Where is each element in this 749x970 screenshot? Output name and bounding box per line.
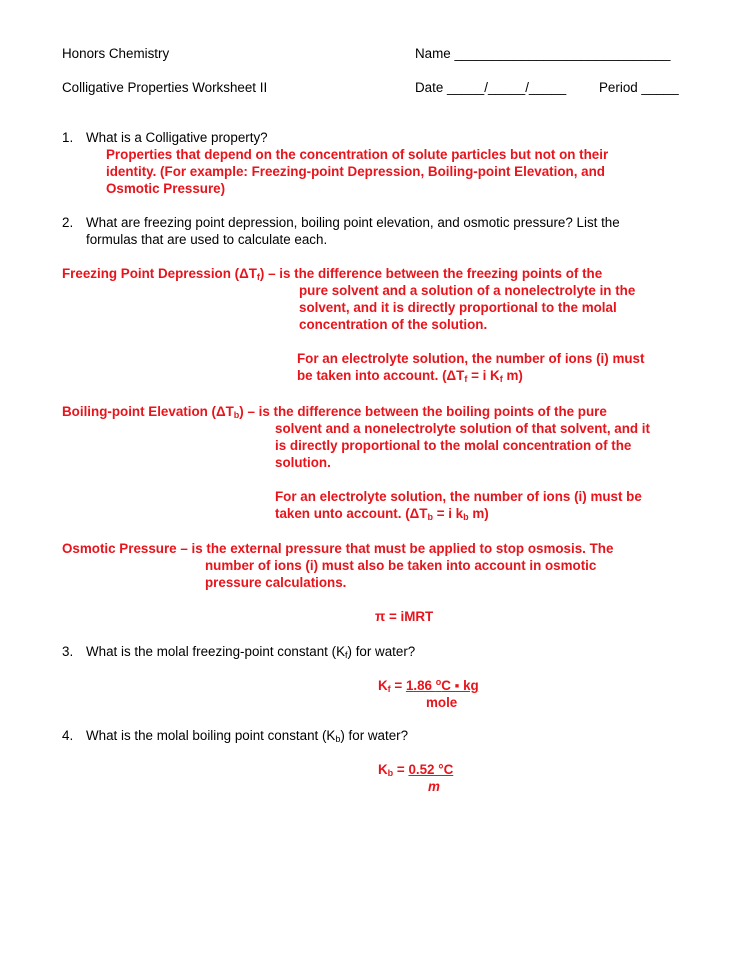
fpd-line: solvent, and it is directly proportional to the molal: [299, 300, 617, 315]
bpe-sub: b: [233, 410, 240, 420]
osmotic-formula: π = iMRT: [375, 609, 434, 624]
q4-number: 4.: [62, 728, 74, 743]
fpd-note-end: m): [502, 368, 523, 383]
bpe-note-end: m): [468, 506, 489, 521]
q4-answer-k: K: [378, 762, 388, 777]
bpe-line: solvent and a nonelectrolyte solution of that solvent, and it: [275, 421, 650, 436]
q4-question: [86, 727, 408, 744]
fpd-note-pre: be taken into account. (: [297, 368, 447, 383]
fpd-note-sub1: f: [464, 374, 468, 384]
period-field: Period _____: [599, 80, 679, 95]
course-title: Honors Chemistry: [62, 46, 170, 61]
q3-answer-eq: =: [390, 678, 406, 693]
q2-question-line: What are freezing point depression, boiling point elevation, and osmotic pressure? List the: [86, 215, 620, 230]
bpe-line: is directly proportional to the molal concentration of the: [275, 438, 632, 453]
q3-question-pre: What is the molal freezing-point constant (K: [86, 644, 346, 659]
bpe-note-sub2: b: [463, 512, 469, 522]
q4-question-sub: b: [335, 734, 341, 744]
q2-number: 2.: [62, 215, 74, 230]
q1-answer-line: Properties that depend on the concentration of solute particles but not on their: [106, 147, 609, 162]
fpd-line: concentration of the solution.: [299, 317, 488, 332]
osmotic-line: number of ions (i) must also be taken into account in osmotic: [205, 558, 597, 573]
bpe-note-delta: ΔT: [409, 506, 428, 521]
bpe-definition-body: [275, 420, 650, 471]
bpe-definition: ) – is the difference between the boiling points of the pure: [239, 404, 607, 419]
q3-answer-num-pre: 1.86: [405, 678, 436, 693]
bpe-note-formula: [275, 505, 642, 522]
fpd-note-formula: [297, 367, 644, 384]
q4-question-post: ) for water?: [340, 728, 409, 743]
bpe-delta: ΔT: [215, 404, 234, 419]
q2-question: [86, 214, 620, 248]
bpe-term: Boiling-point Elevation (: [62, 404, 216, 419]
fpd-line: pure solvent and a solution of a nonelectrolyte in the: [299, 283, 636, 298]
q2-question-line: formulas that are used to calculate each.: [86, 232, 328, 247]
q3-question-post: ) for water?: [347, 644, 416, 659]
q3-answer: [378, 677, 479, 694]
q1-question: What is a Colligative property?: [86, 130, 268, 145]
q4-answer-numerator: 0.52 °C: [408, 762, 454, 777]
fpd-delta: ΔT: [239, 266, 257, 281]
bpe-note-sub1: b: [427, 512, 433, 522]
bpe-line: solution.: [275, 455, 331, 470]
q1-answer-line: identity. (For example: Freezing-point Depression, Boiling-point Elevation, and: [106, 164, 605, 179]
bpe-note-pre: taken unto account. (: [275, 506, 410, 521]
q3-question-sub: f: [345, 650, 348, 660]
q4-question-pre: What is the molal boiling point constant (K: [86, 728, 336, 743]
q3-question: [86, 643, 415, 660]
q4-answer-sub: b: [387, 768, 394, 778]
fpd-definition-head: [62, 265, 602, 282]
q3-answer-k: K: [378, 678, 388, 693]
fpd-note-sub2: f: [499, 374, 503, 384]
name-field: Name _____________________________: [415, 46, 671, 61]
q3-answer-num-post: C ▪ kg: [441, 678, 479, 693]
osmotic-line: pressure calculations.: [205, 575, 347, 590]
q1-answer-line: Osmotic Pressure): [106, 181, 226, 196]
bpe-note-mid: = i k: [432, 506, 464, 521]
q1-answer: [106, 146, 608, 197]
q4-answer-denominator: m: [428, 779, 440, 794]
osmotic-definition-body: [205, 557, 596, 591]
q3-answer-denominator: mole: [426, 695, 458, 710]
fpd-note-line: For an electrolyte solution, the number of ions (i) must: [297, 351, 645, 366]
q3-answer-numerator: [406, 678, 479, 693]
q4-answer-eq: =: [393, 762, 409, 777]
q3-answer-sub: f: [387, 684, 391, 694]
bpe-definition-head: [62, 403, 607, 420]
bpe-note: [275, 488, 642, 522]
fpd-note-mid: = i K: [467, 368, 500, 383]
q1-number: 1.: [62, 130, 74, 145]
worksheet-title: Colligative Properties Worksheet II: [62, 80, 268, 95]
fpd-definition-body: [299, 282, 635, 333]
q3-answer-degree: o: [435, 677, 442, 687]
q3-number: 3.: [62, 644, 74, 659]
osmotic-definition-head: Osmotic Pressure – is the external pressure that must be applied to stop osmosis. The: [62, 541, 614, 556]
date-field: Date _____/_____/_____: [415, 80, 567, 95]
bpe-note-line: For an electrolyte solution, the number of ions (i) must be: [275, 489, 642, 504]
fpd-note-delta: ΔT: [446, 368, 465, 383]
fpd-term: Freezing Point Depression (: [62, 266, 240, 281]
fpd-sub: f: [256, 272, 260, 282]
q4-answer: [378, 761, 453, 778]
fpd-note: [297, 350, 644, 384]
fpd-definition: ) – is the difference between the freezing points of the: [259, 266, 603, 281]
